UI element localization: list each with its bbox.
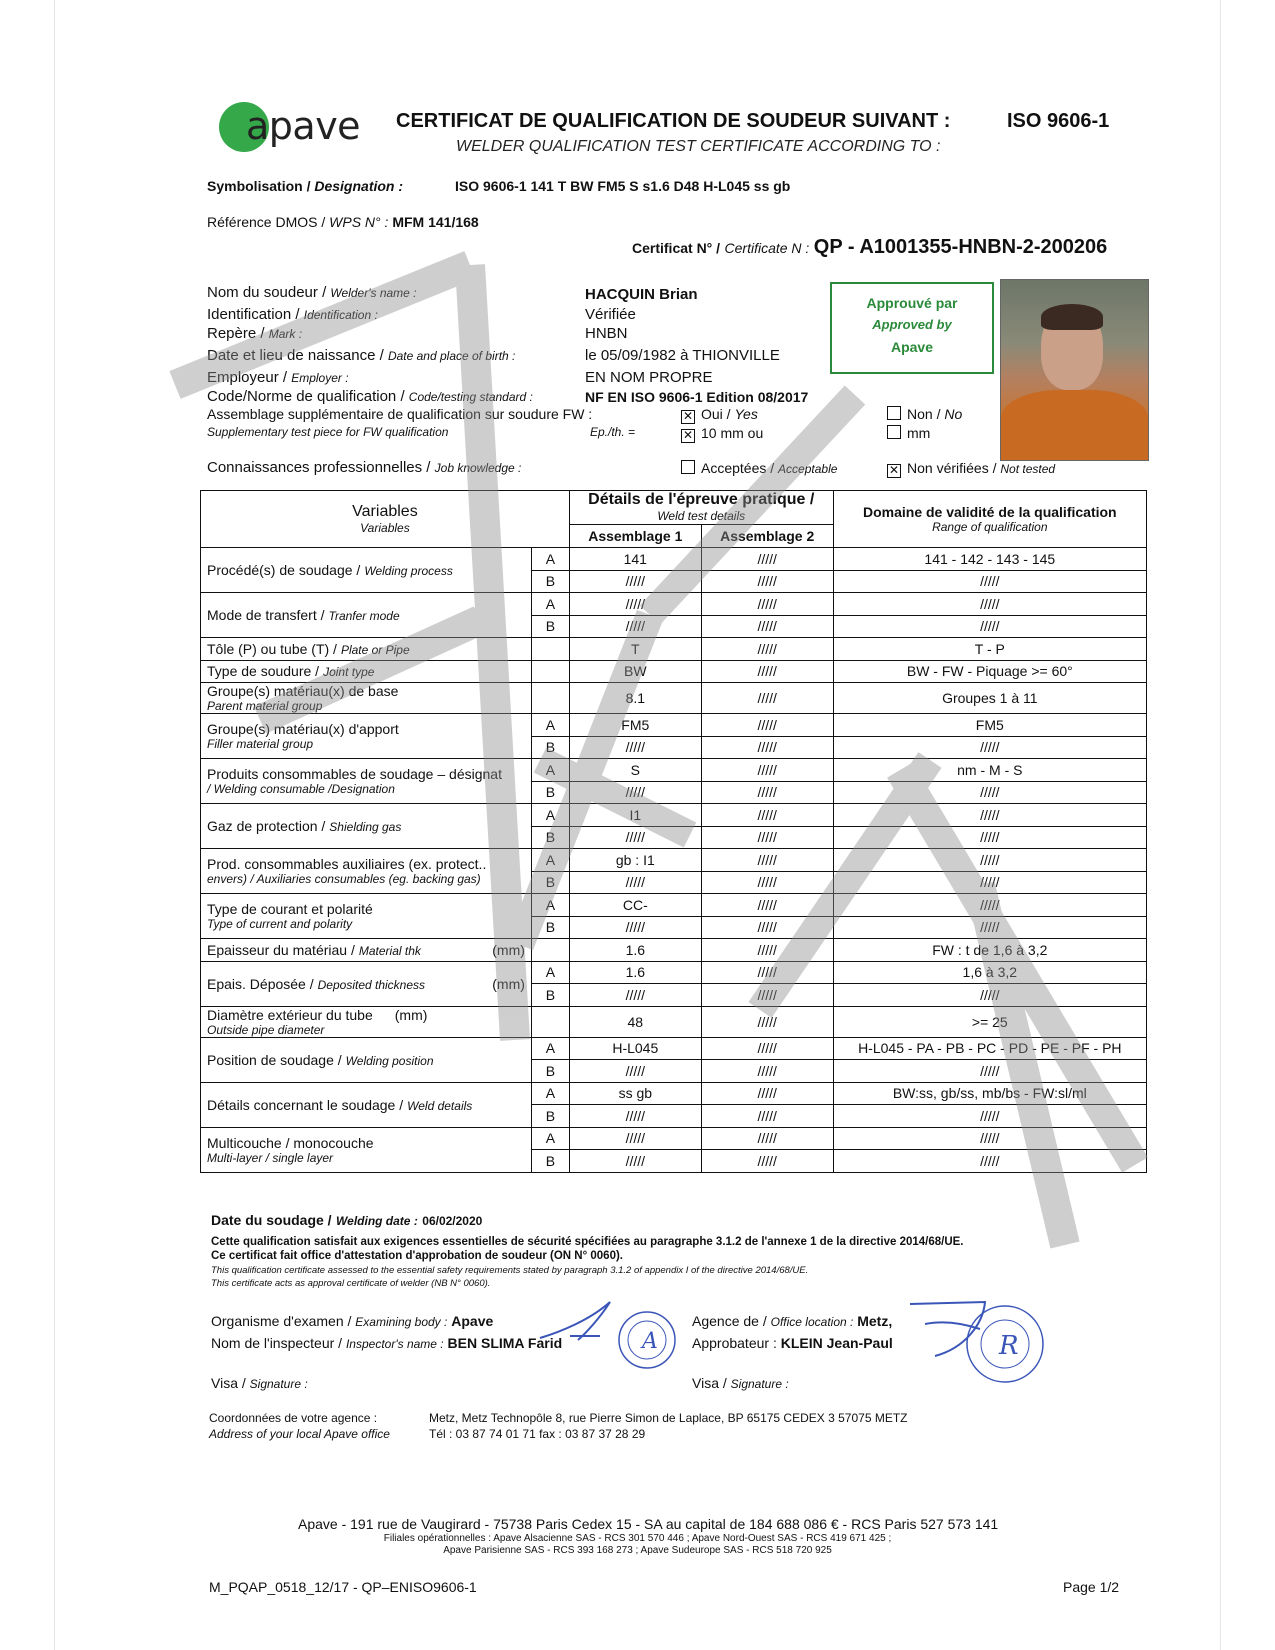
range-cell: FW : t de 1,6 à 3,2 — [833, 939, 1146, 962]
assembly-cell: I1 — [569, 804, 701, 827]
assembly-cell: ///// — [701, 826, 833, 849]
row-variant: A — [531, 593, 569, 616]
assembly-cell: ///// — [701, 638, 833, 661]
variable-label-en: Shielding gas — [329, 820, 402, 834]
assembly-cell: ///// — [569, 1127, 701, 1150]
assembly-cell: ///// — [701, 1105, 833, 1128]
range-cell: ///// — [833, 916, 1146, 939]
title-fr: CERTIFICAT DE QUALIFICATION DE SOUDEUR SUIVANT : — [396, 110, 951, 132]
row-variant: B — [531, 570, 569, 593]
row-variant — [531, 660, 569, 683]
assembly-cell: ///// — [569, 1105, 701, 1128]
variable-label-en: Tranfer mode — [328, 609, 400, 623]
assembly-cell: ///// — [701, 683, 833, 714]
assembly-cell: ///// — [701, 984, 833, 1007]
row-variant — [531, 638, 569, 661]
checkbox-yes-checked[interactable]: ✕ — [682, 409, 694, 423]
table-row — [201, 683, 1147, 714]
variable-label-fr: Type de courant et polarité — [207, 901, 373, 917]
assembly-cell: H-L045 — [569, 1037, 701, 1060]
not-tested-option[interactable]: ✕ Non vérifiées / Not tested — [888, 460, 1056, 477]
row-variant: A — [531, 894, 569, 917]
variable-label-en: Outside pipe diameter — [207, 1022, 325, 1037]
agency-label-en: Address of your local Apave office — [209, 1427, 390, 1441]
assembly-cell: ///// — [701, 736, 833, 759]
table-row — [201, 638, 1147, 661]
assembly-cell: ///// — [701, 1127, 833, 1150]
certificate-label: Certificat N° / — [632, 240, 721, 256]
approver: Approbateur : KLEIN Jean-Paul — [692, 1335, 893, 1351]
svg-text:R: R — [999, 1331, 1019, 1361]
row-variant: A — [531, 548, 569, 571]
visa-right: Visa / Signature : — [692, 1375, 789, 1391]
assembly-cell: ss gb — [569, 1082, 701, 1105]
range-cell: ///// — [833, 1105, 1146, 1128]
range-cell: BW - FW - Piquage >= 60° — [833, 660, 1146, 683]
assembly-cell: ///// — [701, 1037, 833, 1060]
assembly-cell: FM5 — [569, 714, 701, 737]
assembly-cell: CC- — [569, 894, 701, 917]
range-cell: 141 - 142 - 143 - 145 — [833, 548, 1146, 571]
variable-label-en: Welding position — [345, 1053, 434, 1068]
assembly-cell: 1.6 — [569, 939, 701, 962]
ep-value[interactable]: ✕ 10 mm ou — [682, 425, 764, 442]
title-en: WELDER QUALIFICATION TEST CERTIFICATE ACCORDING TO : — [456, 138, 941, 155]
agency-address: Metz, Metz Technopôle 8, rue Pierre Simon de Laplace, BP 65175 CEDEX 3 57075 METZ — [429, 1411, 908, 1425]
variable-label-fr: Gaz de protection / — [207, 818, 326, 834]
designation-value: ISO 9606-1 141 T BW FM5 S s1.6 D48 H-L045 ss gb — [455, 178, 791, 194]
variable-label — [201, 894, 532, 939]
variable-label-fr: Groupe(s) matériau(x) de base — [207, 683, 399, 699]
range-cell: ///// — [833, 570, 1146, 593]
unit-label: (mm) — [394, 1006, 428, 1023]
variable-label-fr: Détails concernant le soudage / — [207, 1096, 404, 1113]
row-variant: A — [531, 1037, 569, 1060]
table-row — [201, 548, 1147, 571]
checkbox-not-tested-checked[interactable]: ✕ — [888, 463, 900, 477]
assembly-cell: ///// — [701, 894, 833, 917]
variable-label-en: Parent material group — [207, 699, 323, 713]
range-cell: Groupes 1 à 11 — [833, 683, 1146, 714]
range-cell: ///// — [833, 826, 1146, 849]
assembly-cell: ///// — [701, 1150, 833, 1173]
stamp-line-2: Approved by — [872, 317, 952, 332]
assembly-cell: ///// — [569, 570, 701, 593]
row-variant — [531, 683, 569, 714]
variable-label-en: Filler material group — [207, 737, 314, 751]
designation-row — [207, 178, 403, 194]
variable-label — [201, 548, 532, 593]
range-cell: >= 25 — [833, 1006, 1146, 1037]
assembly-cell: ///// — [569, 1060, 701, 1083]
range-cell: FM5 — [833, 714, 1146, 737]
certificate-row — [632, 236, 1107, 259]
assembly-cell: ///// — [569, 871, 701, 894]
table-row — [201, 1037, 1147, 1060]
id-value: Vérifiée — [585, 306, 636, 323]
assembly-cell: ///// — [569, 1150, 701, 1173]
variable-label — [201, 593, 532, 638]
row-variant: B — [531, 871, 569, 894]
approval-stamp — [830, 282, 994, 374]
visa-left: Visa / Signature : — [211, 1375, 308, 1391]
variable-label-en: Material thk — [358, 943, 421, 958]
table-row — [201, 1127, 1147, 1150]
variable-label-en: / Welding consumable /Designation — [207, 782, 395, 796]
qualification-table — [200, 490, 1147, 1173]
range-cell: ///// — [833, 871, 1146, 894]
birth-value: le 05/09/1982 à THIONVILLE — [585, 347, 780, 364]
table-row — [201, 804, 1147, 827]
row-variant: B — [531, 1150, 569, 1173]
welder-name-label: Nom du soudeur / Welder's name : — [207, 284, 417, 301]
assembly-cell: 1.6 — [569, 961, 701, 984]
variable-label-fr: Produits consommables de soudage – désignat — [207, 766, 502, 782]
assembly-cell: T — [569, 638, 701, 661]
assembly-cell: ///// — [701, 961, 833, 984]
assembly-cell: ///// — [701, 1006, 833, 1037]
assembly-cell: ///// — [701, 714, 833, 737]
assembly-cell: ///// — [701, 916, 833, 939]
birth-label: Date et lieu de naissance / Date and place of birth : — [207, 347, 516, 364]
assembly-cell: ///// — [701, 615, 833, 638]
header-variables: Variables Variables — [201, 491, 570, 548]
assembly-cell: ///// — [569, 736, 701, 759]
designation-label-en: Designation : — [314, 178, 404, 194]
row-variant: B — [531, 1060, 569, 1083]
table-row — [201, 1082, 1147, 1105]
range-cell: ///// — [833, 1150, 1146, 1173]
header-details: Détails de l'épreuve pratique / Weld test details — [569, 491, 833, 525]
compliance-line-1: Cette qualification satisfait aux exigences essentielles de sécurité spécifiées au paragraphe 3.1.2 de l'annexe 1 de la directive 2014/68/UE. — [211, 1236, 964, 1248]
table-row — [201, 593, 1147, 616]
row-variant: A — [531, 1082, 569, 1105]
assembly-cell: ///// — [701, 1060, 833, 1083]
welding-date: Date du soudage / Welding date : 06/02/2020 — [211, 1212, 483, 1228]
fw-label-en: Supplementary test piece for FW qualification — [207, 425, 449, 439]
assembly-cell: ///// — [701, 759, 833, 782]
variable-label-en: Weld details — [407, 1098, 473, 1113]
variable-label-fr: Multicouche / monocouche — [207, 1134, 374, 1151]
assembly-cell: BW — [569, 660, 701, 683]
employer-label: Employeur / Employer : — [207, 369, 349, 386]
assembly-cell: gb : I1 — [569, 849, 701, 872]
code-label: Code/Norme de qualification / Code/testing standard : — [207, 388, 533, 405]
row-variant: A — [531, 849, 569, 872]
row-variant: B — [531, 826, 569, 849]
checkbox-accepted[interactable] — [681, 460, 695, 474]
variable-label — [201, 638, 532, 661]
assembly-cell: ///// — [701, 660, 833, 683]
variable-label — [201, 1037, 532, 1082]
fw-no[interactable]: Non / No — [887, 406, 962, 422]
range-cell: ///// — [833, 615, 1146, 638]
header-range: Domaine de validité de la qualification Range of qualification — [833, 491, 1146, 548]
row-variant: A — [531, 961, 569, 984]
assembly-cell: S — [569, 759, 701, 782]
assembly-cell: ///// — [569, 781, 701, 804]
stamp-line-1: Approuvé par — [866, 295, 958, 311]
compliance-line-3: This qualification certificate assessed to the essential safety requirements stated by paragraph 3.1.2 of appendix I of the directive 2014/68/UE. — [211, 1265, 809, 1276]
range-cell: ///// — [833, 894, 1146, 917]
assembly-cell: ///// — [701, 570, 833, 593]
certificate-number: QP - A1001355-HNBN-2-200206 — [813, 236, 1108, 258]
range-cell: ///// — [833, 736, 1146, 759]
employer-value: EN NOM PROPRE — [585, 369, 713, 386]
footer-company: Apave - 191 rue de Vaugirard - 75738 Paris Cedex 15 - SA au capital de 184 688 086 € - RCS Paris 527 573 141 — [298, 1516, 999, 1532]
table-row — [201, 759, 1147, 782]
assembly-cell: ///// — [701, 548, 833, 571]
variable-label-en: Plate or Pipe — [340, 642, 410, 657]
variable-label-fr: Procédé(s) de soudage / — [207, 562, 361, 578]
variable-label — [201, 961, 532, 1006]
row-variant: A — [531, 759, 569, 782]
page-number: Page 1/2 — [1063, 1579, 1120, 1595]
range-cell: ///// — [833, 804, 1146, 827]
assembly-cell: ///// — [701, 849, 833, 872]
welder-photo — [1000, 279, 1149, 461]
table-row — [201, 939, 1147, 962]
row-variant: B — [531, 615, 569, 638]
id-label: Identification / Identification : — [207, 306, 378, 323]
table-row — [201, 660, 1147, 683]
unit-label: (mm) — [492, 941, 525, 958]
assembly-cell: 8.1 — [569, 683, 701, 714]
table-row — [201, 961, 1147, 984]
variable-label — [201, 714, 532, 759]
checkbox-mm[interactable] — [887, 425, 901, 439]
footer-subsidiaries-2: Apave Parisienne SAS - RCS 393 168 273 ; Apave Sudeurope SAS - RCS 518 720 925 — [443, 1545, 832, 1556]
assembly-cell: ///// — [701, 593, 833, 616]
assembly-cell: ///// — [569, 615, 701, 638]
variable-label — [201, 804, 532, 849]
assembly-cell: ///// — [569, 826, 701, 849]
variable-label — [201, 849, 532, 894]
variable-label-fr: Type de soudure / — [207, 663, 320, 680]
variable-label — [201, 759, 532, 804]
designation-label: Symbolisation / — [207, 178, 311, 194]
examining-body: Organisme d'examen / Examining body : Apave — [211, 1313, 494, 1329]
stamp-line-3: Apave — [890, 339, 934, 355]
assembly-cell: ///// — [569, 593, 701, 616]
assembly-cell: ///// — [569, 916, 701, 939]
range-cell: ///// — [833, 984, 1146, 1007]
range-cell: 1,6 à 3,2 — [833, 961, 1146, 984]
row-variant — [531, 1006, 569, 1037]
variable-label-fr: Groupe(s) matériau(x) d'apport — [207, 721, 399, 737]
range-cell: ///// — [833, 781, 1146, 804]
inspector-name: Nom de l'inspecteur / Inspector's name : BEN SLIMA Farid — [211, 1335, 563, 1351]
checkbox-10mm-checked[interactable]: ✕ — [682, 428, 694, 442]
variable-label — [201, 939, 532, 962]
svg-text:A: A — [642, 1329, 658, 1354]
variable-label — [201, 1006, 532, 1037]
row-variant — [531, 939, 569, 962]
variable-label-fr: Tôle (P) ou tube (T) / — [207, 640, 337, 657]
variable-label — [201, 1127, 532, 1172]
assembly-cell: ///// — [701, 781, 833, 804]
assembly-cell: ///// — [701, 804, 833, 827]
mark-value: HNBN — [585, 325, 628, 342]
range-cell: ///// — [833, 1060, 1146, 1083]
accepted-option[interactable]: Acceptées / Acceptable — [681, 460, 837, 476]
agency-phone: Tél : 03 87 74 01 71 fax : 03 87 37 28 29 — [429, 1427, 646, 1441]
agency-label: Coordonnées de votre agence : — [209, 1411, 378, 1425]
range-cell: T - P — [833, 638, 1146, 661]
dmos-label: Référence DMOS / — [207, 214, 326, 230]
variable-label-en: Type of current and polarity — [207, 917, 353, 931]
variable-label-en: Joint type — [323, 665, 375, 680]
variable-label-fr: Epaisseur du matériau / — [207, 941, 355, 958]
variable-label-fr: Prod. consommables auxiliaires (ex. protect.. — [207, 856, 487, 872]
range-cell: ///// — [833, 593, 1146, 616]
variable-label-en: envers) / Auxiliaries consumables (eg. backing gas) — [207, 872, 481, 886]
variable-label-fr: Diamètre extérieur du tube — [207, 1006, 373, 1023]
welder-name: HACQUIN Brian — [585, 286, 698, 303]
range-cell: BW:ss, gb/ss, mb/bs - FW:sl/ml — [833, 1082, 1146, 1105]
table-row — [201, 894, 1147, 917]
row-variant: B — [531, 1105, 569, 1128]
variable-label — [201, 683, 532, 714]
inspector-signature-seal — [530, 1290, 690, 1380]
variable-label — [201, 1082, 532, 1127]
dmos-value: MFM 141/168 — [392, 214, 479, 230]
variable-label-en: Deposited thickness — [317, 977, 426, 992]
assembly-cell: ///// — [701, 1082, 833, 1105]
code-value: NF EN ISO 9606-1 Edition 08/2017 — [585, 389, 809, 405]
row-variant: B — [531, 916, 569, 939]
mark-label: Repère / Mark : — [207, 325, 303, 342]
dmos-row — [207, 214, 479, 230]
range-cell: nm - M - S — [833, 759, 1146, 782]
assembly-cell: ///// — [701, 871, 833, 894]
assembly-cell: 141 — [569, 548, 701, 571]
ep-other[interactable]: mm — [887, 425, 930, 441]
assembly-cell: ///// — [701, 939, 833, 962]
range-cell: ///// — [833, 849, 1146, 872]
form-reference: M_PQAP_0518_12/17 - QP–ENISO9606-1 — [209, 1579, 477, 1595]
table-row — [201, 714, 1147, 737]
variable-label-en: Welding process — [364, 564, 453, 578]
fw-label: Assemblage supplémentaire de qualification sur soudure FW : — [207, 406, 593, 422]
row-variant: A — [531, 714, 569, 737]
row-variant: A — [531, 1127, 569, 1150]
assembly-cell: ///// — [569, 984, 701, 1007]
checkbox-no[interactable] — [887, 406, 901, 420]
dmos-label-en: WPS N° : — [329, 214, 389, 230]
knowledge-label: Connaissances professionnelles / Job knowledge : — [207, 459, 522, 476]
standard-title: ISO 9606-1 — [1007, 110, 1110, 132]
header-assembly-1: Assemblage 1 — [569, 524, 701, 547]
compliance-line-2: Ce certificat fait office d'attestation d'approbation de soudeur (ON N° 0060). — [211, 1250, 623, 1262]
apave-logo: apave — [246, 104, 361, 148]
row-variant: B — [531, 781, 569, 804]
unit-label: (mm) — [492, 975, 525, 992]
row-variant: A — [531, 804, 569, 827]
assembly-cell: 48 — [569, 1006, 701, 1037]
compliance-line-4: This certificate acts as approval certificate of welder (NB N° 0060). — [211, 1278, 491, 1289]
row-variant: B — [531, 984, 569, 1007]
range-cell: ///// — [833, 1127, 1146, 1150]
footer-subsidiaries-1: Filiales opérationnelles : Apave Alsacienne SAS - RCS 301 570 446 ; Apave Nord-Ouest SAS - RCS 419 671 425 ; — [383, 1533, 892, 1544]
variable-label-fr: Epais. Déposée / — [207, 975, 314, 992]
table-row — [201, 849, 1147, 872]
ep-label: Ep./th. = — [590, 425, 636, 439]
variable-label-en: Multi-layer / single layer — [207, 1150, 334, 1165]
fw-yes[interactable]: ✕ Oui / Yes — [682, 406, 758, 423]
certificate-label-en: Certificate N : — [724, 240, 810, 256]
approver-signature-seal — [905, 1284, 1055, 1394]
header-assembly-2: Assemblage 2 — [701, 524, 833, 547]
office-location: Agence de / Office location : Metz, — [692, 1313, 893, 1329]
variable-label-fr: Mode de transfert / — [207, 607, 325, 623]
variable-label — [201, 660, 532, 683]
variable-label-fr: Position de soudage / — [207, 1051, 342, 1068]
table-row — [201, 1006, 1147, 1037]
range-cell: H-L045 - PA - PB - PC - PD - PE - PF - PH — [833, 1037, 1146, 1060]
row-variant: B — [531, 736, 569, 759]
